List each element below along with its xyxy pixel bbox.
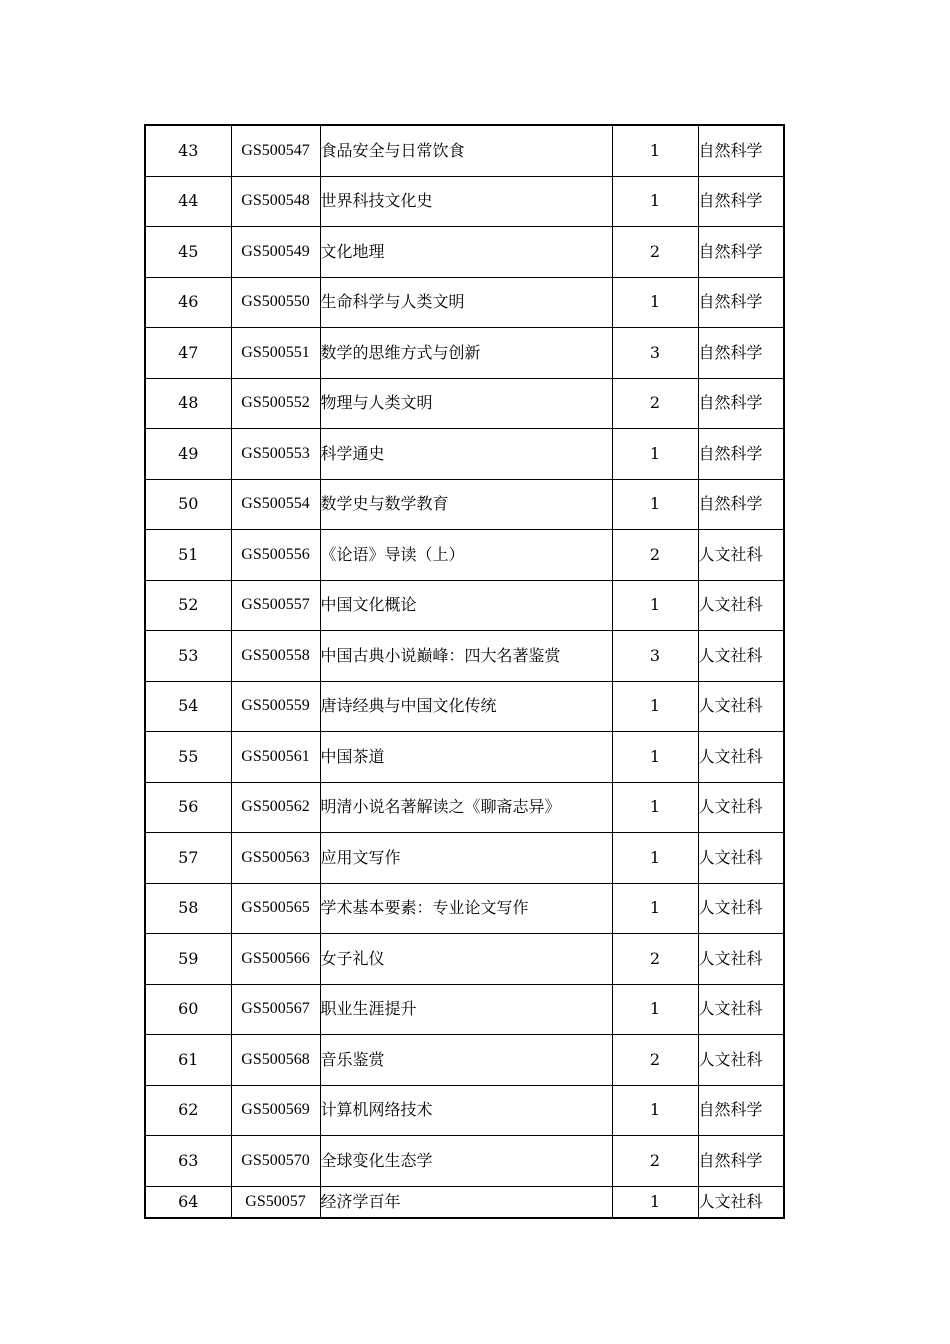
table-row <box>145 530 784 581</box>
row-number-cell: 46 <box>145 277 231 328</box>
table-row <box>145 1186 784 1218</box>
row-number-cell: 62 <box>145 1085 231 1136</box>
table-row <box>145 277 784 328</box>
credit-cell: 2 <box>612 378 698 429</box>
row-number-cell: 61 <box>145 1035 231 1086</box>
course-name-cell: 明清小说名著解读之《聊斋志异》 <box>320 782 612 833</box>
category-cell: 人文社科 <box>698 530 784 581</box>
category-cell: 人文社科 <box>698 782 784 833</box>
course-name-cell: 计算机网络技术 <box>320 1085 612 1136</box>
row-number-cell: 60 <box>145 984 231 1035</box>
credit-cell: 1 <box>612 833 698 884</box>
course-name-cell: 中国文化概论 <box>320 580 612 631</box>
category-cell: 自然科学 <box>698 1085 784 1136</box>
row-number-cell: 53 <box>145 631 231 682</box>
row-number-cell: 57 <box>145 833 231 884</box>
row-number-cell: 59 <box>145 934 231 985</box>
course-name-cell: 学术基本要素：专业论文写作 <box>320 883 612 934</box>
table-row <box>145 883 784 934</box>
row-number-cell: 50 <box>145 479 231 530</box>
course-code-cell: GS500549 <box>231 227 320 278</box>
category-cell: 自然科学 <box>698 429 784 480</box>
credit-cell: 1 <box>612 479 698 530</box>
course-code-cell: GS500547 <box>231 125 320 176</box>
credit-cell: 1 <box>612 681 698 732</box>
category-cell: 人文社科 <box>698 1035 784 1086</box>
row-number-cell: 45 <box>145 227 231 278</box>
credit-cell: 2 <box>612 934 698 985</box>
credit-cell: 1 <box>612 176 698 227</box>
row-number-cell: 63 <box>145 1136 231 1187</box>
course-code-cell: GS500558 <box>231 631 320 682</box>
table-row <box>145 833 784 884</box>
course-code-cell: GS500548 <box>231 176 320 227</box>
course-name-cell: 全球变化生态学 <box>320 1136 612 1187</box>
category-cell: 自然科学 <box>698 227 784 278</box>
course-code-cell: GS500567 <box>231 984 320 1035</box>
table-row <box>145 1136 784 1187</box>
category-cell: 自然科学 <box>698 176 784 227</box>
row-number-cell: 49 <box>145 429 231 480</box>
table-row <box>145 580 784 631</box>
course-name-cell: 生命科学与人类文明 <box>320 277 612 328</box>
table-row <box>145 934 784 985</box>
course-name-cell: 音乐鉴赏 <box>320 1035 612 1086</box>
row-number-cell: 44 <box>145 176 231 227</box>
table-row <box>145 631 784 682</box>
course-name-cell: 女子礼仪 <box>320 934 612 985</box>
row-number-cell: 47 <box>145 328 231 379</box>
credit-cell: 3 <box>612 328 698 379</box>
course-code-cell: GS500561 <box>231 732 320 783</box>
credit-cell: 1 <box>612 125 698 176</box>
row-number-cell: 43 <box>145 125 231 176</box>
course-code-cell: GS500554 <box>231 479 320 530</box>
course-code-cell: GS500559 <box>231 681 320 732</box>
course-code-cell: GS500550 <box>231 277 320 328</box>
category-cell: 自然科学 <box>698 277 784 328</box>
course-name-cell: 唐诗经典与中国文化传统 <box>320 681 612 732</box>
course-name-cell: 数学史与数学教育 <box>320 479 612 530</box>
course-code-cell: GS500568 <box>231 1035 320 1086</box>
course-code-cell: GS500566 <box>231 934 320 985</box>
table-row <box>145 378 784 429</box>
table-row <box>145 125 784 176</box>
course-name-cell: 经济学百年 <box>320 1186 612 1218</box>
row-number-cell: 58 <box>145 883 231 934</box>
course-code-cell: GS500551 <box>231 328 320 379</box>
course-code-cell: GS500563 <box>231 833 320 884</box>
category-cell: 自然科学 <box>698 328 784 379</box>
credit-cell: 1 <box>612 782 698 833</box>
credit-cell: 2 <box>612 1136 698 1187</box>
category-cell: 人文社科 <box>698 681 784 732</box>
course-code-cell: GS500553 <box>231 429 320 480</box>
course-table <box>144 124 785 1219</box>
course-name-cell: 中国古典小说巅峰：四大名著鉴赏 <box>320 631 612 682</box>
row-number-cell: 56 <box>145 782 231 833</box>
table-row <box>145 681 784 732</box>
course-name-cell: 世界科技文化史 <box>320 176 612 227</box>
course-code-cell: GS500556 <box>231 530 320 581</box>
table-row <box>145 1085 784 1136</box>
course-code-cell: GS500570 <box>231 1136 320 1187</box>
course-code-cell: GS500557 <box>231 580 320 631</box>
course-code-cell: GS500569 <box>231 1085 320 1136</box>
credit-cell: 2 <box>612 1035 698 1086</box>
course-name-cell: 中国茶道 <box>320 732 612 783</box>
table-row <box>145 782 784 833</box>
category-cell: 自然科学 <box>698 125 784 176</box>
credit-cell: 1 <box>612 429 698 480</box>
credit-cell: 2 <box>612 530 698 581</box>
course-name-cell: 应用文写作 <box>320 833 612 884</box>
category-cell: 人文社科 <box>698 833 784 884</box>
credit-cell: 1 <box>612 580 698 631</box>
row-number-cell: 54 <box>145 681 231 732</box>
table-row <box>145 732 784 783</box>
credit-cell: 1 <box>612 984 698 1035</box>
course-table-body <box>145 125 784 1218</box>
category-cell: 人文社科 <box>698 580 784 631</box>
table-row <box>145 1035 784 1086</box>
credit-cell: 1 <box>612 732 698 783</box>
course-name-cell: 《论语》导读（上） <box>320 530 612 581</box>
course-name-cell: 食品安全与日常饮食 <box>320 125 612 176</box>
category-cell: 人文社科 <box>698 631 784 682</box>
row-number-cell: 64 <box>145 1186 231 1218</box>
credit-cell: 1 <box>612 883 698 934</box>
category-cell: 人文社科 <box>698 1186 784 1218</box>
category-cell: 自然科学 <box>698 1136 784 1187</box>
category-cell: 人文社科 <box>698 984 784 1035</box>
row-number-cell: 52 <box>145 580 231 631</box>
table-row <box>145 176 784 227</box>
table-row <box>145 227 784 278</box>
category-cell: 自然科学 <box>698 479 784 530</box>
table-row <box>145 479 784 530</box>
row-number-cell: 51 <box>145 530 231 581</box>
course-code-cell: GS500562 <box>231 782 320 833</box>
course-name-cell: 物理与人类文明 <box>320 378 612 429</box>
course-code-cell: GS500565 <box>231 883 320 934</box>
category-cell: 人文社科 <box>698 883 784 934</box>
course-code-cell: GS500552 <box>231 378 320 429</box>
credit-cell: 1 <box>612 277 698 328</box>
row-number-cell: 48 <box>145 378 231 429</box>
row-number-cell: 55 <box>145 732 231 783</box>
course-name-cell: 数学的思维方式与创新 <box>320 328 612 379</box>
credit-cell: 2 <box>612 227 698 278</box>
table-row <box>145 429 784 480</box>
table-row <box>145 328 784 379</box>
category-cell: 人文社科 <box>698 732 784 783</box>
course-name-cell: 科学通史 <box>320 429 612 480</box>
credit-cell: 1 <box>612 1085 698 1136</box>
credit-cell: 1 <box>612 1186 698 1218</box>
table-row <box>145 984 784 1035</box>
course-name-cell: 文化地理 <box>320 227 612 278</box>
credit-cell: 3 <box>612 631 698 682</box>
category-cell: 自然科学 <box>698 378 784 429</box>
category-cell: 人文社科 <box>698 934 784 985</box>
course-name-cell: 职业生涯提升 <box>320 984 612 1035</box>
course-code-cell: GS50057 <box>231 1186 320 1218</box>
